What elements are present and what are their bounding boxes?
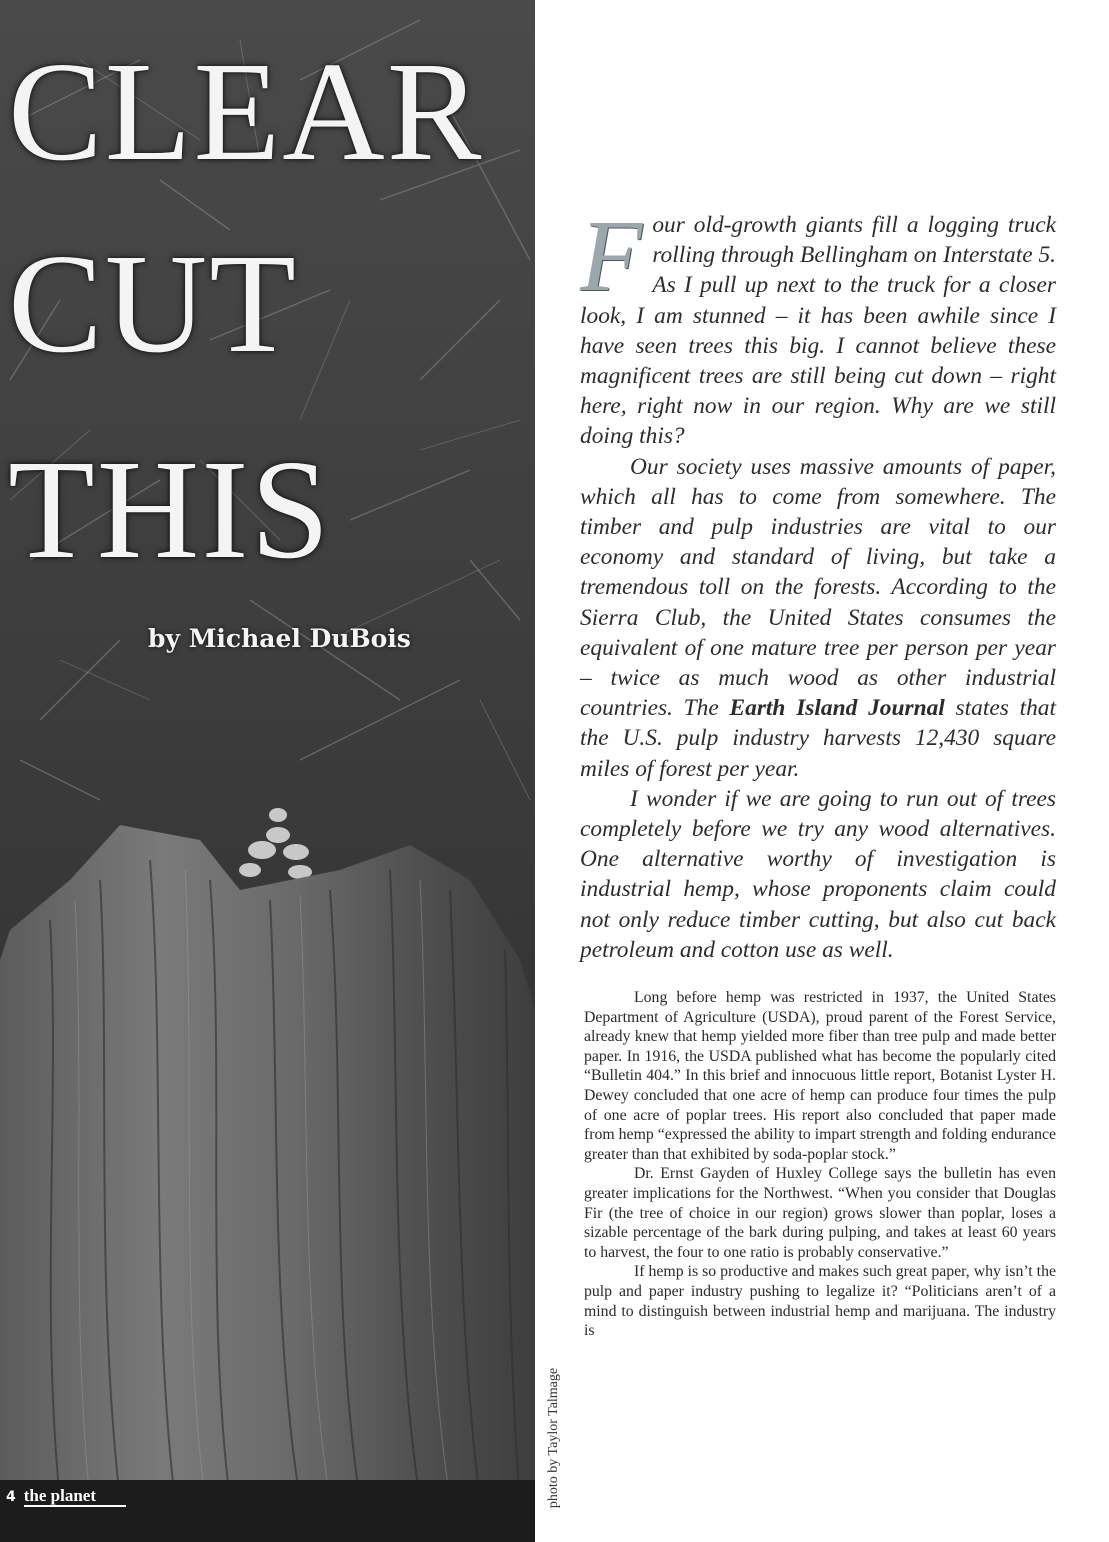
lead-paragraph-2-text-a: Our society uses massive amounts of paper, which all has to come from somewhere. The timber and pulp industries are vital to our economy and standard of living, but take a tremendous toll on the forests. According to the Sierra Club, the United States consumes the equivalent of one mature tree per person per year – twice as much wood as other industrial countries. The (580, 453, 1056, 722)
lead-paragraph-2 (580, 452, 1056, 784)
headline-word-this: THIS (8, 430, 332, 588)
article-body (584, 988, 1056, 1341)
page-number: 4 (6, 1489, 16, 1505)
photo-credit (540, 1350, 568, 1525)
lead-paragraph-1-text: our old-growth giants fill a logging truck rolling through Bellingham on Interstate 5. As I pull up next to the truck for a closer look, I am stunned – it has been awhile since I have seen trees this big. I cannot believe these magnificent trees are still being cut down – right here, right now in our region. Why are we still doing this? (580, 212, 1056, 450)
headline-word-cut: CUT (8, 224, 298, 382)
lead-paragraph-2-text-b: states that the U.S. pulp industry harvests 12,430 square miles of forest per year. (580, 695, 1056, 782)
body-paragraph-1: Long before hemp was restricted in 1937, the United States Department of Agriculture (USDA), proud parent of the Forest Service, already knew that hemp yielded more fiber than tree pulp and made better paper. In 1916, the USDA published what has become the popularly cited “Bulletin 404.” In this brief and innocuous little report, Botanist Lyster H. Dewey concluded that one acre of hemp can produce four times the pulp of one acre of poplar trees. His report also concluded that paper made from hemp “expressed the ability to impart strength and folding endurance greater than that exhibited by soda-poplar stock.” (584, 989, 1057, 1163)
body-paragraph-2: Dr. Ernst Gayden of Huxley College says the bulletin has even greater implications for the Northwest. “When you consider that Douglas Fir (the tree of choice in our region) grows slower than poplar, loses a sizable percentage of the bark during pulping, and takes at least 60 years to harvest, the four to one ratio is probably conservative.” (584, 1165, 1056, 1261)
author-byline: by Michael DuBois (148, 624, 411, 653)
publication-name: Earth Island Journal (729, 695, 945, 722)
body-paragraph-3: If hemp is so productive and makes such great paper, why isn’t the pulp and paper industry pushing to legalize it? “Politicians aren’t of a mind to distinguish between industrial hemp and marijuana. The industry is (584, 1263, 1056, 1340)
lead-paragraph-3: I wonder if we are going to run out of trees completely before we try any wood alternatives. One alternative worthy of investigation is industrial hemp, whose proponents claim could not only reduce timber cutting, but also cut back petroleum and cotton use as well. (580, 785, 1056, 963)
page-footer (6, 1486, 126, 1506)
lead-paragraphs (580, 200, 1056, 965)
magazine-name: the planet (24, 1486, 126, 1507)
drop-cap: F (580, 200, 643, 313)
lead-paragraph-1 (580, 200, 1056, 452)
clearcut-stump-photo (0, 0, 535, 1542)
photo-credit-text: photo by Taylor Talmage (546, 1367, 561, 1509)
headline-word-clear: CLEAR (8, 32, 484, 190)
